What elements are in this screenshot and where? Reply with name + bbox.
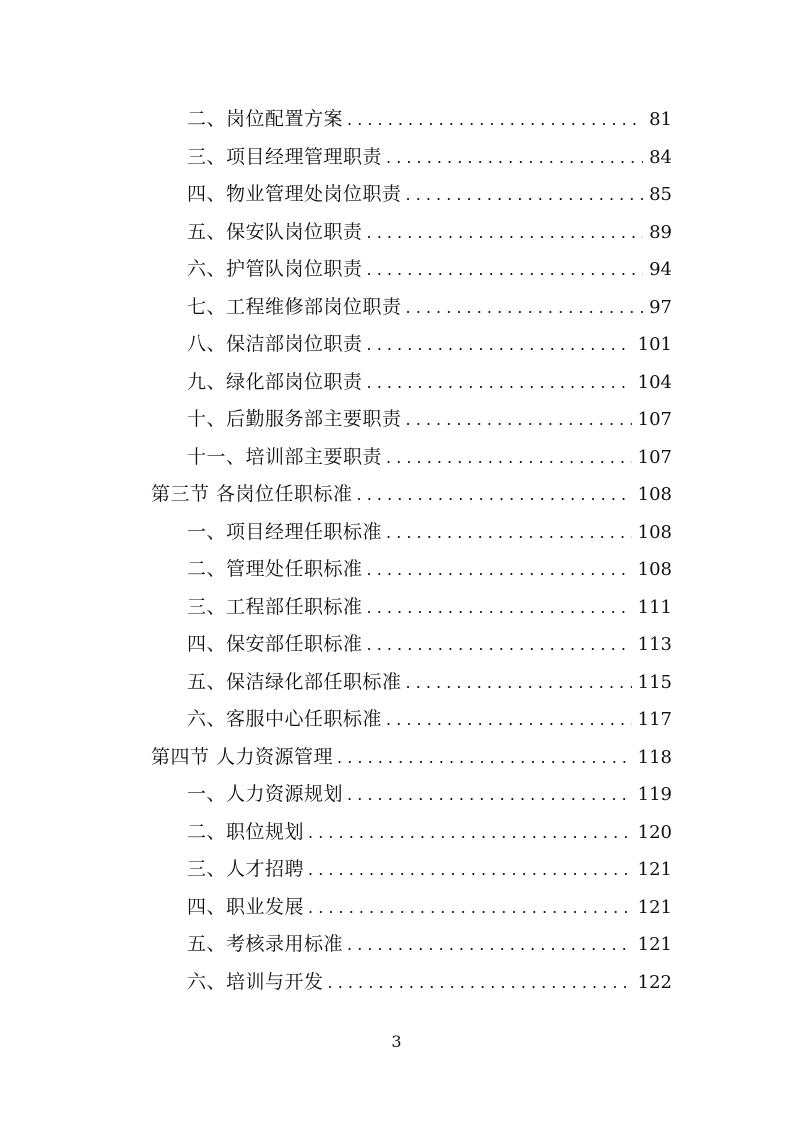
toc-entry-page: 119 [637, 784, 672, 805]
toc-entry-page: 111 [637, 596, 672, 618]
toc-entry[interactable] [0, 514, 793, 552]
toc-entry-page: 107 [637, 409, 672, 430]
toc-entry-page: 81 [649, 109, 672, 130]
toc-dot-leader [367, 589, 632, 627]
toc-dot-leader [386, 701, 632, 739]
toc-entry-title: 第三节 各岗位任职标准 [151, 483, 353, 505]
toc-entry-title: 十、后勤服务部主要职责 [187, 408, 402, 430]
toc-dot-leader [406, 401, 632, 439]
toc-section-entry[interactable] [0, 739, 793, 777]
toc-entry-page: 108 [637, 484, 672, 505]
toc-entry-title: 二、职位规划 [187, 820, 305, 843]
toc-entry-title: 六、护管队岗位职责 [187, 258, 363, 280]
toc-entry-title: 四、物业管理处岗位职责 [187, 183, 402, 205]
toc-entry[interactable] [0, 364, 793, 402]
toc-entry-title: 二、管理处任职标准 [187, 558, 363, 580]
toc-entry-title: 七、工程维修部岗位职责 [187, 295, 402, 318]
toc-entry[interactable] [0, 139, 793, 177]
toc-dot-leader [367, 551, 632, 589]
toc-dot-leader [386, 514, 632, 552]
toc-entry-page: 97 [649, 296, 672, 318]
toc-entry[interactable] [0, 101, 793, 139]
toc-entry-page: 117 [637, 709, 672, 730]
toc-entry[interactable] [0, 176, 793, 214]
toc-section-entry[interactable] [0, 476, 793, 514]
toc-entry-title: 四、职业发展 [187, 895, 305, 918]
toc-entry-title: 二、岗位配置方案 [187, 108, 344, 130]
toc-dot-leader [386, 439, 632, 477]
toc-entry-title: 五、保安队岗位职责 [187, 220, 363, 243]
toc-entry[interactable] [0, 926, 793, 964]
toc-entry[interactable] [0, 964, 793, 1002]
toc-entry-page: 84 [649, 146, 672, 168]
toc-entry-page: 113 [637, 634, 672, 655]
toc-entry-page: 118 [637, 746, 672, 768]
toc-entry-page: 101 [637, 334, 672, 355]
toc-entry-page: 122 [637, 971, 672, 993]
toc-dot-leader [347, 776, 632, 814]
toc-entry[interactable] [0, 551, 793, 589]
toc-entry[interactable] [0, 589, 793, 627]
table-of-contents [0, 101, 793, 1001]
toc-entry-page: 108 [637, 521, 672, 543]
toc-entry-title: 六、培训与开发 [187, 970, 324, 993]
toc-entry[interactable] [0, 701, 793, 739]
toc-entry[interactable] [0, 251, 793, 289]
page-number: 3 [391, 1032, 402, 1051]
toc-entry[interactable] [0, 289, 793, 327]
toc-entry-page: 120 [637, 821, 672, 843]
toc-dot-leader [367, 251, 644, 289]
toc-dot-leader [308, 814, 632, 852]
toc-entry[interactable] [0, 626, 793, 664]
toc-entry-page: 94 [649, 259, 672, 280]
toc-entry[interactable] [0, 326, 793, 364]
toc-dot-leader [337, 739, 632, 777]
toc-dot-leader [367, 364, 632, 402]
toc-entry-title: 一、项目经理任职标准 [187, 520, 383, 543]
toc-entry-title: 十一、培训部主要职责 [187, 445, 383, 468]
toc-dot-leader [308, 851, 632, 889]
toc-entry-page: 121 [637, 934, 672, 955]
toc-dot-leader [357, 476, 632, 514]
toc-entry-page: 104 [637, 371, 672, 393]
toc-dot-leader [367, 214, 644, 252]
toc-entry-page: 121 [637, 859, 672, 880]
toc-entry-title: 六、客服中心任职标准 [187, 708, 383, 730]
toc-entry-page: 121 [637, 896, 672, 918]
toc-entry-page: 107 [637, 446, 672, 468]
toc-dot-leader [308, 889, 632, 927]
toc-entry-title: 四、保安部任职标准 [187, 633, 363, 655]
toc-entry-title: 五、考核录用标准 [187, 933, 344, 955]
toc-entry-title: 三、工程部任职标准 [187, 595, 363, 618]
toc-entry-page: 89 [649, 221, 672, 243]
toc-dot-leader [367, 626, 632, 664]
toc-entry[interactable] [0, 776, 793, 814]
toc-entry[interactable] [0, 214, 793, 252]
toc-dot-leader [347, 101, 643, 139]
toc-entry-title: 三、项目经理管理职责 [187, 145, 383, 168]
toc-dot-leader [347, 926, 632, 964]
toc-entry[interactable] [0, 664, 793, 702]
toc-entry-title: 一、人力资源规划 [187, 783, 344, 805]
toc-dot-leader [367, 326, 632, 364]
toc-entry[interactable] [0, 439, 793, 477]
toc-entry-title: 第四节 人力资源管理 [151, 745, 334, 768]
toc-entry[interactable] [0, 851, 793, 889]
toc-entry-title: 八、保洁部岗位职责 [187, 333, 363, 355]
toc-entry-page: 115 [637, 671, 672, 693]
toc-entry[interactable] [0, 401, 793, 439]
toc-dot-leader [406, 176, 644, 214]
toc-dot-leader [406, 289, 644, 327]
toc-dot-leader [386, 139, 643, 177]
toc-entry-title: 九、绿化部岗位职责 [187, 370, 363, 393]
toc-entry-page: 108 [637, 559, 672, 580]
toc-entry-title: 三、人才招聘 [187, 858, 305, 880]
toc-entry[interactable] [0, 814, 793, 852]
toc-entry-title: 五、保洁绿化部任职标准 [187, 670, 402, 693]
toc-dot-leader [406, 664, 632, 702]
toc-entry-page: 85 [649, 184, 672, 205]
toc-entry[interactable] [0, 889, 793, 927]
toc-dot-leader [328, 964, 632, 1002]
